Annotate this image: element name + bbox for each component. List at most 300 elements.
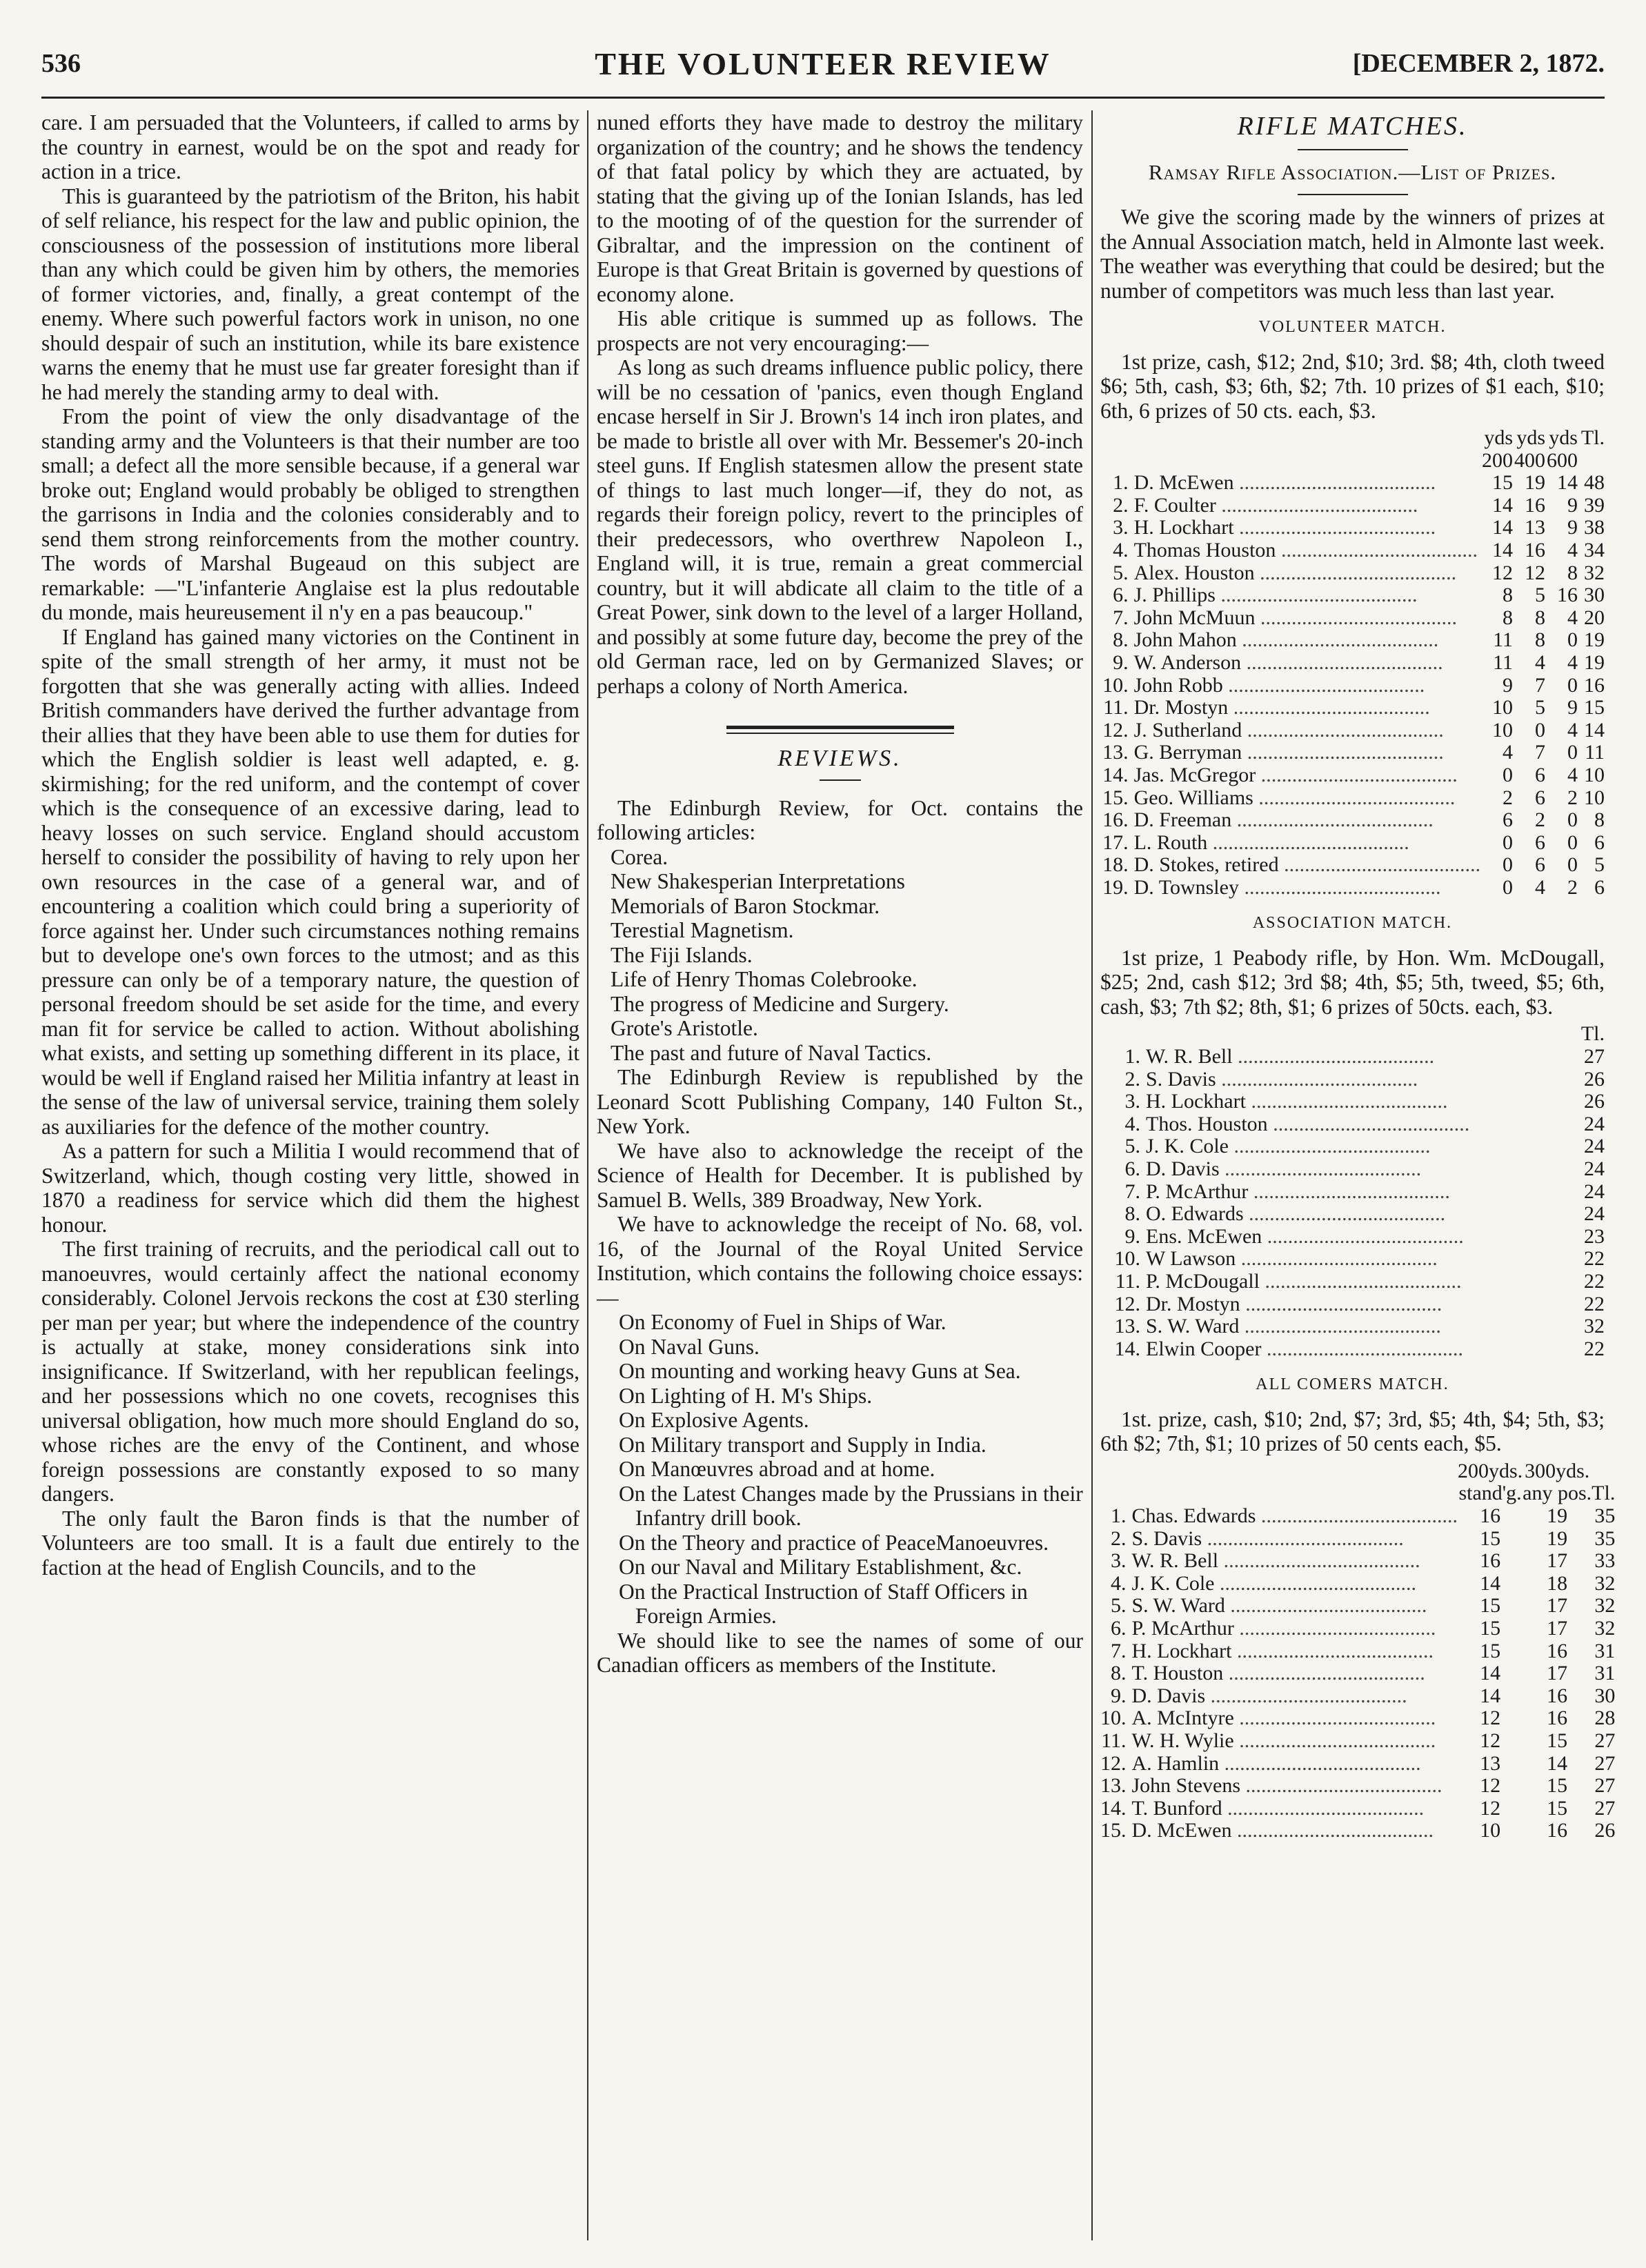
- competitor-name-text: John McMuun: [1133, 606, 1256, 629]
- score-standing: 12: [1480, 1796, 1501, 1820]
- competitor-name-text: D. McEwen: [1133, 471, 1234, 495]
- score-600: 4: [1567, 606, 1578, 629]
- competitor-name-text: L. Routh: [1133, 830, 1208, 854]
- column-header: Tl.: [1580, 1022, 1605, 1046]
- table-row: [1100, 562, 1605, 585]
- competitor-name-text: G. Berryman: [1133, 741, 1242, 764]
- score-any-position: 15: [1547, 1729, 1568, 1752]
- competitor-name: [1146, 1113, 1559, 1136]
- leader-dots: ......................................: [1218, 1549, 1420, 1573]
- table-row: [1100, 1226, 1605, 1249]
- score-any-position: 16: [1547, 1639, 1568, 1662]
- short-rule: [1298, 194, 1408, 195]
- score-400: 2: [1535, 808, 1546, 832]
- column-middle: [597, 110, 1083, 2240]
- column-header: yds: [1516, 426, 1546, 449]
- table-row: [1100, 1528, 1615, 1551]
- closing-paragraph: We should like to see the names of some of our Canadian officers as members of the Institute.: [597, 1628, 1083, 1677]
- leader-dots: ......................................: [1233, 1729, 1436, 1752]
- table-row: [1100, 472, 1605, 495]
- score-standing: 14: [1480, 1571, 1501, 1595]
- column-header: 400: [1514, 448, 1546, 472]
- competitor-name-text: P. McArthur: [1131, 1617, 1234, 1640]
- score-total: 20: [1584, 606, 1605, 629]
- score-200: 10: [1492, 718, 1514, 742]
- score-total: 30: [1584, 584, 1605, 607]
- table-row: [1100, 1662, 1615, 1685]
- association-score-table: [1100, 1023, 1605, 1360]
- score-total: 26: [1594, 1819, 1616, 1842]
- score-200: 14: [1492, 493, 1514, 517]
- rank: 2.: [1111, 1526, 1127, 1550]
- competitor-name: [1146, 1248, 1559, 1271]
- rank: 10.: [1100, 1707, 1127, 1730]
- competitor-name: [1134, 832, 1480, 855]
- score-total: 27: [1594, 1729, 1616, 1752]
- competitor-name-text: H. Lockhart: [1131, 1639, 1232, 1662]
- all-comers-title: ALL COMERS MATCH.: [1256, 1375, 1449, 1394]
- score-total: 22: [1584, 1292, 1605, 1315]
- competitor-name: [1132, 1798, 1458, 1820]
- score-standing: 15: [1480, 1526, 1501, 1550]
- paragraph: This is guaranteed by the patriotism of the Briton, his habit of self reliance, his respect for the law and public opinion, the consciousness of the possession of institutions more liberal than any which could be given him by others, the memories of former victories, and, finally, a great contempt of the enemy. Where such powerful factors work in unison, no one should despair of such an institution, while its bare existence warns the enemy that he must use far greater foresight than if he had merely the standing army to deal with.: [41, 183, 579, 404]
- competitor-name-text: P. McDougall: [1146, 1270, 1260, 1293]
- table-row: [1100, 877, 1605, 899]
- table-row: [1100, 495, 1605, 517]
- masthead: [41, 28, 1605, 99]
- leader-dots: ......................................: [1241, 650, 1443, 674]
- competitor-name: [1132, 1662, 1458, 1685]
- competitor-name-text: D. Townsley: [1133, 875, 1239, 899]
- leader-dots: ......................................: [1233, 1707, 1436, 1730]
- score-total: 31: [1594, 1662, 1616, 1685]
- competitor-name: [1134, 562, 1480, 585]
- leader-dots: ......................................: [1261, 1337, 1463, 1360]
- score-total: 24: [1584, 1202, 1605, 1226]
- competitor-name: [1134, 809, 1480, 832]
- short-rule: [820, 779, 861, 781]
- leader-dots: ......................................: [1229, 1135, 1431, 1158]
- rank: 14.: [1100, 1796, 1127, 1820]
- rank: 8.: [1124, 1202, 1140, 1226]
- score-200: 12: [1492, 561, 1514, 584]
- leader-dots: ......................................: [1233, 516, 1436, 539]
- list-item: Memorials of Baron Stockmar.: [611, 893, 880, 918]
- competitor-name: [1132, 1505, 1458, 1528]
- paragraph: The only fault the Baron finds is that the number of Volunteers are too small. It is a fault due entirely to the faction at the head of English Councils, and to the: [41, 1506, 579, 1580]
- score-total: 14: [1584, 718, 1605, 742]
- score-400: 8: [1535, 606, 1546, 629]
- competitor-name-text: O. Edwards: [1146, 1202, 1244, 1226]
- score-200: 8: [1503, 584, 1514, 607]
- leader-dots: ......................................: [1253, 786, 1456, 809]
- score-600: 8: [1567, 561, 1578, 584]
- rank: 6.: [1111, 1617, 1127, 1640]
- competitor-name: [1134, 719, 1480, 742]
- score-any-position: 14: [1547, 1751, 1568, 1775]
- score-total: 32: [1594, 1594, 1616, 1618]
- competitor-name: [1146, 1338, 1559, 1361]
- leader-dots: ......................................: [1228, 696, 1430, 719]
- competitor-name-text: Ens. McEwen: [1146, 1224, 1262, 1248]
- column-header: 200: [1482, 448, 1514, 472]
- table-row: [1100, 1753, 1615, 1775]
- leader-dots: ......................................: [1255, 606, 1457, 629]
- volunteer-score-table: [1100, 427, 1605, 899]
- rank: 2.: [1113, 493, 1129, 517]
- score-total: 24: [1584, 1157, 1605, 1181]
- column-header: stand'g.: [1458, 1482, 1522, 1505]
- competitor-name-text: John Robb: [1133, 673, 1223, 697]
- leader-dots: ......................................: [1260, 1270, 1462, 1293]
- score-600: 0: [1567, 830, 1578, 854]
- rank: 5.: [1113, 561, 1129, 584]
- table-row: [1100, 1775, 1615, 1798]
- score-200: 14: [1492, 538, 1514, 561]
- leader-dots: ......................................: [1262, 1224, 1464, 1248]
- score-total: 19: [1584, 628, 1605, 652]
- association-prizes: 1st prize, 1 Peabody rifle, by Hon. Wm. McDougall, $25; 2nd, cash $12; 3rd $8; 4th, $5; 5th, tweed, $5; 6th, cash, $3; 7th $2; 8th, $1; 6 prizes of 50cts. each, $3.: [1100, 945, 1605, 1019]
- list-item: On Military transport and Supply in India.: [619, 1432, 986, 1457]
- competitor-name: [1146, 1315, 1559, 1338]
- rank: 12.: [1100, 1751, 1127, 1775]
- rank: 1.: [1111, 1504, 1127, 1528]
- score-standing: 15: [1480, 1639, 1501, 1662]
- association-match-title: ASSOCIATION MATCH.: [1252, 914, 1453, 933]
- competitor-name: [1132, 1528, 1458, 1551]
- column-rule-left: [587, 110, 588, 2240]
- list-item: Terestial Magnetism.: [611, 918, 794, 942]
- paragraph: As long as such dreams influence public policy, there will be no cessation of 'panics, even though England encase herself in Sir J. Brown's 14 inch iron plates, and be made to bristle all over with Mr. Bessemer's 20-inch steel guns. If English statesmen allow the present state of things to last much longer—if, they do not, as regards their foreign policy, revert to the principles of their predecessors, who overthrew Napoleon I., England will, it is true, remain a great commercial country, but it will abdicate all claim to the title of a Great Power, sink down to the level of a larger Holland, and possibly at some future day, become the prey of the old German race, led on by Germanized Slaves; or perhaps a colony of North America.: [597, 355, 1083, 698]
- score-any-position: 19: [1547, 1504, 1568, 1528]
- leader-dots: ......................................: [1278, 853, 1481, 877]
- table-row: [1100, 1181, 1605, 1204]
- score-total: 22: [1584, 1337, 1605, 1360]
- leader-dots: ......................................: [1236, 1247, 1438, 1271]
- score-total: 5: [1594, 853, 1605, 877]
- score-400: 19: [1525, 471, 1546, 495]
- rank: 10.: [1114, 1247, 1140, 1271]
- competitor-name: [1132, 1820, 1458, 1842]
- competitor-name: [1134, 629, 1480, 652]
- table-row: [1100, 1046, 1605, 1068]
- score-total: 32: [1594, 1571, 1616, 1595]
- table-row: [1100, 1091, 1605, 1113]
- table-row: [1100, 1158, 1605, 1181]
- score-600: 16: [1556, 584, 1578, 607]
- table-row: [1100, 629, 1605, 652]
- list-item: On the Latest Changes made by the Prussians in their Infantry drill book.: [619, 1481, 1083, 1530]
- table-row: [1100, 652, 1605, 675]
- table-header: [1100, 1482, 1615, 1505]
- competitor-name: [1146, 1091, 1559, 1113]
- score-standing: 12: [1480, 1707, 1501, 1730]
- score-600: 4: [1567, 718, 1578, 742]
- score-any-position: 15: [1547, 1774, 1568, 1798]
- score-standing: 15: [1480, 1594, 1501, 1618]
- leader-dots: ......................................: [1256, 763, 1458, 786]
- score-200: 4: [1503, 741, 1514, 764]
- score-200: 0: [1503, 853, 1514, 877]
- list-item: On Economy of Fuel in Ships of War.: [619, 1310, 946, 1334]
- score-standing: 14: [1480, 1684, 1501, 1707]
- score-standing: 14: [1480, 1662, 1501, 1685]
- table-row: [1100, 1618, 1615, 1640]
- leader-dots: ......................................: [1243, 1202, 1446, 1226]
- score-any-position: 17: [1547, 1662, 1568, 1685]
- competitor-name-text: Geo. Williams: [1133, 786, 1253, 809]
- science-of-health: We have also to acknowledge the receipt of the Science of Health for December. It is published by Samuel B. Wells, 389 Broadway, New York.: [597, 1138, 1083, 1212]
- score-600: 9: [1567, 516, 1578, 539]
- rank: 7.: [1113, 606, 1129, 629]
- rank: 2.: [1124, 1067, 1140, 1091]
- competitor-name-text: Alex. Houston: [1133, 561, 1255, 584]
- rank: 4.: [1113, 538, 1129, 561]
- table-row: [1100, 854, 1605, 877]
- list-item: Corea.: [611, 844, 668, 869]
- score-200: 11: [1493, 628, 1514, 652]
- score-any-position: 17: [1547, 1549, 1568, 1573]
- column-header: Tl.: [1580, 426, 1605, 449]
- score-standing: 10: [1480, 1819, 1501, 1842]
- list-item: Life of Henry Thomas Colebrooke.: [611, 967, 918, 991]
- competitor-name-text: W. R. Bell: [1146, 1045, 1233, 1068]
- competitor-name-text: F. Coulter: [1133, 493, 1216, 517]
- competitor-name: [1134, 607, 1480, 630]
- rank: 14.: [1102, 763, 1129, 786]
- leader-dots: ......................................: [1222, 673, 1425, 697]
- score-600: 0: [1567, 673, 1578, 697]
- score-600: 9: [1567, 696, 1578, 719]
- paragraph: His able critique is summed up as follows. The prospects are not very encouraging:—: [597, 306, 1083, 355]
- competitor-name: [1146, 1181, 1559, 1204]
- leader-dots: ......................................: [1245, 1090, 1448, 1113]
- list-item: The Fiji Islands.: [611, 942, 753, 967]
- competitor-name-text: W. R. Bell: [1131, 1549, 1219, 1573]
- column-right: [1100, 110, 1616, 2240]
- score-400: 4: [1535, 875, 1546, 899]
- competitor-name-text: J. Phillips: [1133, 584, 1216, 607]
- rank: 17.: [1102, 830, 1129, 854]
- leader-dots: ......................................: [1233, 1617, 1436, 1640]
- rifle-intro: We give the scoring made by the winners of prizes at the Annual Association match, held in Almonte last week. The weather was everything that could be desired; but the number of competitors was much less than last year.: [1100, 205, 1605, 303]
- competitor-name: [1134, 517, 1480, 539]
- list-item: Grote's Aristotle.: [611, 1016, 758, 1040]
- competitor-name-text: Jas. McGregor: [1133, 763, 1256, 786]
- leader-dots: ......................................: [1232, 1045, 1435, 1068]
- leader-dots: ......................................: [1219, 1157, 1422, 1181]
- competitor-name: [1132, 1595, 1458, 1618]
- rank: 11.: [1115, 1270, 1140, 1293]
- score-total: 10: [1584, 763, 1605, 786]
- competitor-name-text: W. Anderson: [1133, 650, 1242, 674]
- competitor-name-text: D. Stokes, retired: [1133, 853, 1279, 877]
- competitor-name-text: J. K. Cole: [1146, 1135, 1229, 1158]
- table-row: [1100, 1203, 1605, 1226]
- rank: 9.: [1113, 650, 1129, 674]
- edinburgh-republished: The Edinburgh Review is republished by the Leonard Scott Publishing Company, 140 Fulton St., New York.: [597, 1065, 1083, 1138]
- score-total: 6: [1594, 830, 1605, 854]
- competitor-name: [1134, 854, 1480, 877]
- score-total: 48: [1584, 471, 1605, 495]
- table-row: [1100, 764, 1605, 787]
- competitor-name-text: S. W. Ward: [1131, 1594, 1225, 1618]
- essay-list: [597, 1310, 1083, 1629]
- score-total: 26: [1584, 1090, 1605, 1113]
- short-rule: [1298, 149, 1408, 150]
- rank: 9.: [1111, 1684, 1127, 1707]
- rank: 19.: [1102, 875, 1129, 899]
- competitor-name: [1146, 1293, 1559, 1316]
- table-row: [1100, 1505, 1615, 1528]
- score-600: 0: [1567, 741, 1578, 764]
- rank: 12.: [1114, 1292, 1140, 1315]
- competitor-name-text: Elwin Cooper: [1146, 1337, 1262, 1360]
- score-total: 16: [1584, 673, 1605, 697]
- competitor-name: [1134, 539, 1480, 562]
- article-list: [597, 845, 1083, 1066]
- leader-dots: ......................................: [1231, 1819, 1434, 1842]
- competitor-name: [1134, 787, 1480, 810]
- table-row: [1100, 675, 1605, 697]
- rusi-intro: We have to acknowledge the receipt of No. 68, vol. 16, of the Journal of the Royal United Service Institution, which contains the following choice essays:—: [597, 1212, 1083, 1310]
- competitor-name: [1146, 1046, 1559, 1068]
- score-600: 0: [1567, 808, 1578, 832]
- list-item: On the Theory and practice of PeaceManoeuvres.: [619, 1530, 1049, 1555]
- leader-dots: ......................................: [1254, 561, 1457, 584]
- rank: 8.: [1113, 628, 1129, 652]
- column-header: [1592, 1460, 1615, 1483]
- competitor-name-text: P. McArthur: [1146, 1180, 1249, 1203]
- score-standing: 12: [1480, 1774, 1501, 1798]
- column-header: 200yds.: [1457, 1459, 1523, 1482]
- score-total: 28: [1594, 1707, 1616, 1730]
- rank: 15.: [1100, 1819, 1127, 1842]
- rank: 10.: [1102, 673, 1129, 697]
- score-total: 26: [1584, 1067, 1605, 1091]
- table-row: [1100, 1293, 1605, 1316]
- rank: 7.: [1124, 1180, 1140, 1203]
- list-item: The progress of Medicine and Surgery.: [611, 991, 949, 1016]
- score-total: 35: [1594, 1504, 1616, 1528]
- all-comers-score-table: [1100, 1460, 1615, 1842]
- competitor-name-text: Dr. Mostyn: [1146, 1292, 1240, 1315]
- list-item: The past and future of Naval Tactics.: [611, 1040, 932, 1065]
- score-total: 22: [1584, 1247, 1605, 1271]
- column-header: Tl.: [1592, 1482, 1616, 1505]
- table-row: [1100, 1573, 1615, 1595]
- score-total: 23: [1584, 1224, 1605, 1248]
- score-400: 8: [1535, 628, 1546, 652]
- score-400: 6: [1535, 853, 1546, 877]
- score-total: 27: [1594, 1751, 1616, 1775]
- score-total: 10: [1584, 786, 1605, 809]
- score-200: 15: [1492, 471, 1514, 495]
- list-item: New Shakesperian Interpretations: [611, 869, 905, 893]
- competitor-name: [1146, 1158, 1559, 1181]
- competitor-name-text: S. Davis: [1131, 1526, 1202, 1550]
- rank: 11.: [1101, 1729, 1127, 1752]
- competitor-name-text: Dr. Mostyn: [1133, 696, 1229, 719]
- column-header: 600: [1546, 448, 1578, 472]
- competitor-name: [1132, 1685, 1458, 1708]
- table-row: [1100, 719, 1605, 742]
- score-200: 9: [1503, 673, 1514, 697]
- rank: 13.: [1100, 1774, 1127, 1798]
- leader-dots: ......................................: [1224, 1594, 1427, 1618]
- leader-dots: ......................................: [1216, 1067, 1418, 1091]
- leader-dots: ......................................: [1242, 741, 1444, 764]
- score-400: 7: [1535, 673, 1546, 697]
- issue-date: [DECEMBER 2, 1872.: [1352, 49, 1605, 78]
- rank: 9.: [1124, 1224, 1140, 1248]
- score-400: 0: [1535, 718, 1546, 742]
- competitor-name-text: Chas. Edwards: [1131, 1504, 1256, 1528]
- score-total: 34: [1584, 538, 1605, 561]
- table-row: [1100, 1707, 1615, 1730]
- competitor-name-text: A. McIntyre: [1131, 1707, 1234, 1730]
- score-total: 35: [1594, 1526, 1616, 1550]
- table-row: [1100, 1315, 1605, 1338]
- rank: 13.: [1102, 741, 1129, 764]
- score-total: 32: [1594, 1617, 1616, 1640]
- competitor-name: [1134, 472, 1480, 495]
- competitor-name-text: S. W. Ward: [1146, 1315, 1240, 1338]
- table-row: [1100, 832, 1605, 855]
- competitor-name: [1134, 495, 1480, 517]
- competitor-name: [1132, 1640, 1458, 1663]
- table-row: [1100, 1113, 1605, 1136]
- score-standing: 13: [1480, 1751, 1501, 1775]
- leader-dots: ......................................: [1242, 718, 1444, 742]
- association-subheading: Ramsay Rifle Association.—List of Prizes.: [1148, 159, 1557, 184]
- competitor-name-text: T. Bunford: [1131, 1796, 1222, 1820]
- score-600: 4: [1567, 538, 1578, 561]
- rank: 5.: [1124, 1135, 1140, 1158]
- competitor-name: [1146, 1068, 1559, 1091]
- table-row: [1100, 584, 1605, 607]
- rank: 8.: [1111, 1662, 1127, 1685]
- table-row: [1100, 1271, 1605, 1293]
- leader-dots: ......................................: [1239, 1315, 1441, 1338]
- rank: 11.: [1103, 696, 1129, 719]
- score-400: 16: [1525, 493, 1546, 517]
- table-header: [1100, 1460, 1615, 1483]
- paragraph: The first training of recruits, and the periodical call out to manoeuvres, would certainly affect the national economy considerably. Colonel Jervois reckons the cost at £30 sterling per man per year; but where the independence of the country is actually at stake, money considerations sink into insignificance. If Switzerland, with her republican feelings, and her possessions which no one covets, recognises this universal obligation, how much more should England do so, whose riches are the envy of the Continent, and whose foreign possessions are constantly exposed to so many dangers.: [41, 1237, 579, 1506]
- leader-dots: ......................................: [1240, 1774, 1442, 1798]
- list-item: On Manœuvres abroad and at home.: [619, 1457, 935, 1481]
- rank: 3.: [1124, 1090, 1140, 1113]
- leader-dots: ......................................: [1219, 1751, 1421, 1775]
- rank: 16.: [1102, 808, 1129, 832]
- score-400: 7: [1535, 741, 1546, 764]
- score-200: 6: [1503, 808, 1514, 832]
- table-row: [1100, 1338, 1605, 1361]
- competitor-name: [1134, 877, 1480, 899]
- table-row: [1100, 1640, 1615, 1663]
- score-any-position: 17: [1547, 1594, 1568, 1618]
- score-400: 5: [1535, 696, 1546, 719]
- table-row: [1100, 517, 1605, 539]
- score-600: 0: [1567, 628, 1578, 652]
- leader-dots: ......................................: [1214, 1571, 1416, 1595]
- score-600: 14: [1556, 471, 1578, 495]
- score-400: 6: [1535, 830, 1546, 854]
- competitor-name-text: John Mahon: [1133, 628, 1237, 652]
- score-600: 9: [1567, 493, 1578, 517]
- competitor-name-text: John Stevens: [1131, 1774, 1240, 1798]
- reviews-heading: REVIEWS.: [777, 746, 902, 771]
